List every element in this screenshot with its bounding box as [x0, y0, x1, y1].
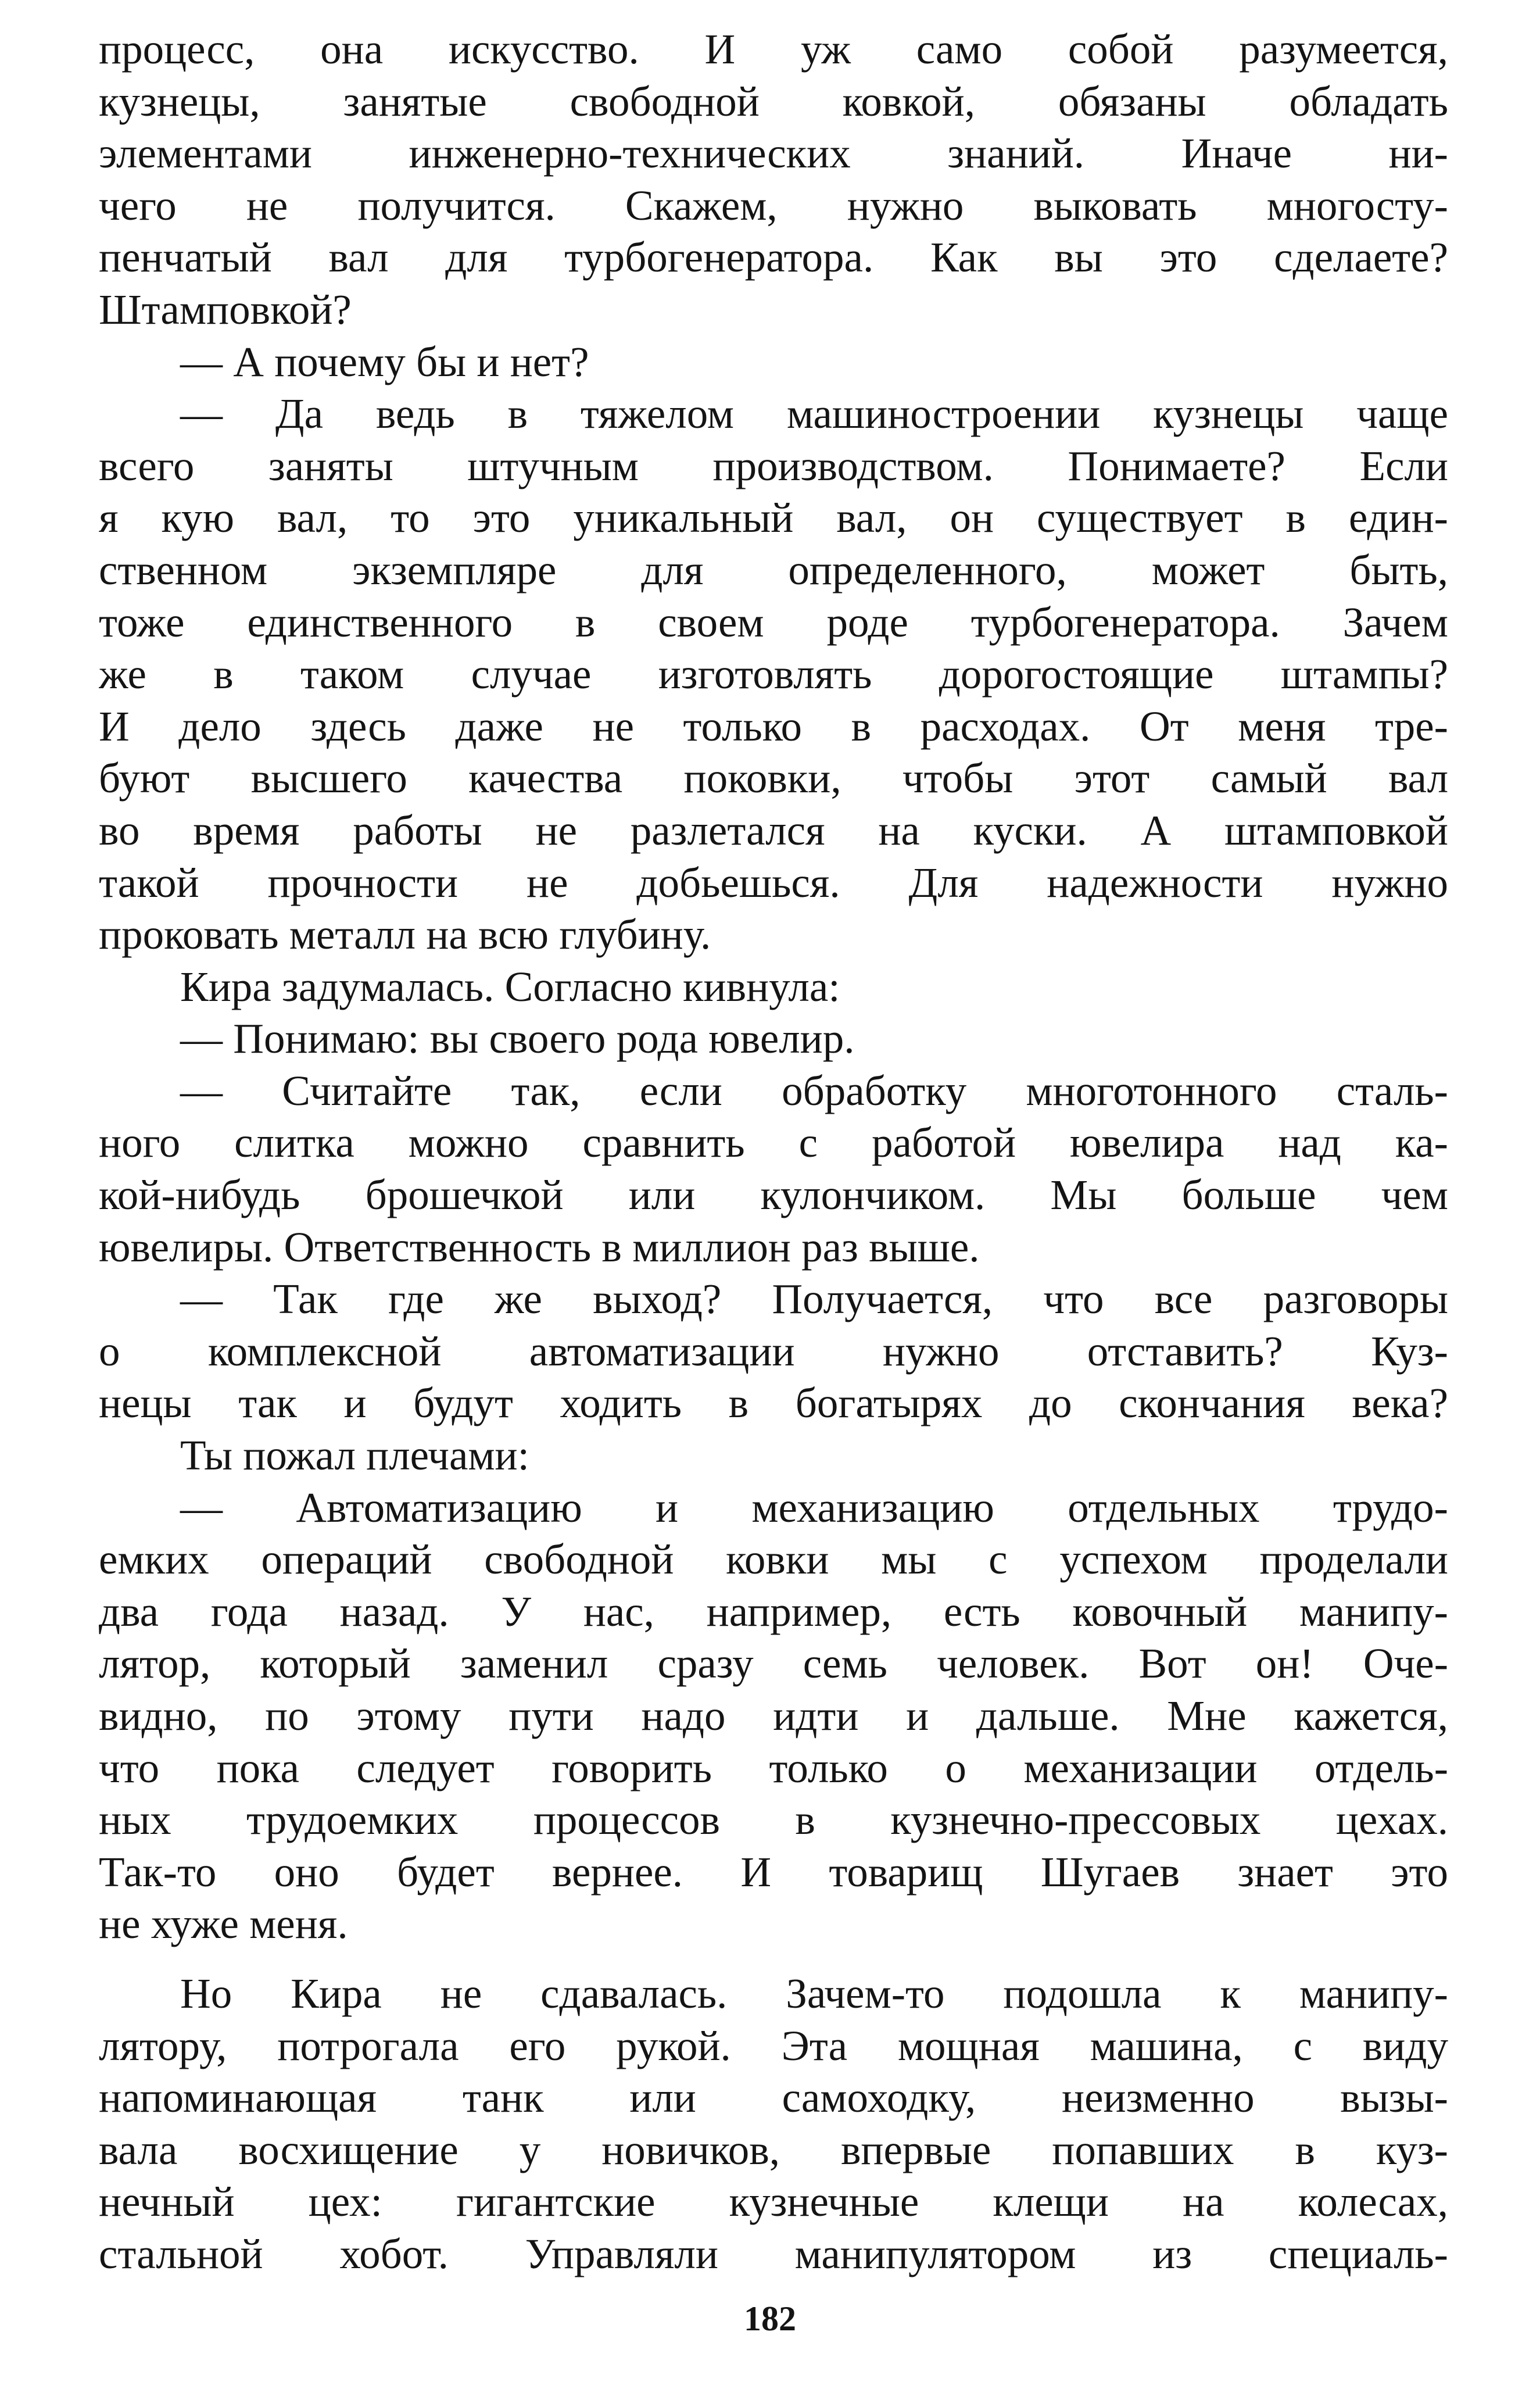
text-block [99, 23, 1448, 2280]
text-line: два года назад. У нас, например, есть ковочный манипу- [99, 1587, 1448, 1635]
text-line: ственном экземпляре для определенного, может быть, [99, 546, 1448, 593]
text-line: ных трудоемких процессов в кузнечно-прессовых цехах. [99, 1796, 1448, 1844]
page-number: 182 [744, 2300, 796, 2338]
text-line: — Считайте так, если обработку многотонного сталь- [180, 1067, 1448, 1114]
text-line: вала восхищение у новичков, впервые попавших в куз- [99, 2126, 1448, 2173]
text-line: нецы так и будут ходить в богатырях до скончания века? [99, 1379, 1448, 1427]
text-line: видно, по этому пути надо идти и дальше. Мне кажется, [99, 1692, 1448, 1739]
text-line: — А почему бы и нет? [180, 338, 589, 385]
text-line: во время работы не разлетался на куски. А штамповкой [99, 806, 1448, 854]
text-line: — Да ведь в тяжелом машиностроении кузнецы чаще [180, 390, 1448, 438]
text-line: что пока следует говорить только о механизации отдель- [99, 1744, 1448, 1791]
text-line: Так-то оно будет вернее. И товарищ Шугаев знает это [99, 1848, 1448, 1896]
text-line: — Автоматизацию и механизацию отдельных трудо- [180, 1483, 1448, 1531]
text-line: буют высшего качества поковки, чтобы этот самый вал [99, 754, 1448, 802]
text-line: лятору, потрогала его рукой. Эта мощная машина, с виду [99, 2022, 1448, 2069]
text-line: процесс, она искусство. И уж само собой разумеется, [99, 26, 1448, 73]
text-line: напоминающая танк или самоходку, неизменно вызы- [99, 2074, 1448, 2122]
text-line: тоже единственного в своем роде турбогенератора. Зачем [99, 598, 1448, 646]
text-line: кой-нибудь брошечкой или кулончиком. Мы больше чем [99, 1171, 1448, 1219]
text-line: всего заняты штучным производством. Понимаете? Если [99, 442, 1448, 489]
text-line: лятор, который заменил сразу семь человек. Вот он! Оче- [99, 1640, 1448, 1687]
text-line: не хуже меня. [99, 1900, 348, 1948]
text-line: — Понимаю: вы своего рода ювелир. [180, 1015, 855, 1063]
text-line: же в таком случае изготовлять дорогостоящие штампы? [99, 650, 1448, 698]
paragraph-gap [99, 1950, 1448, 1968]
text-line: чего не получится. Скажем, нужно выковать многосту- [99, 181, 1448, 229]
text-line: элементами инженерно-технических знаний. Иначе ни- [99, 130, 1448, 177]
text-line: емких операций свободной ковки мы с успехом проделали [99, 1536, 1448, 1583]
text-line: Ты пожал плечами: [180, 1432, 529, 1479]
text-line: ного слитка можно сравнить с работой ювелира над ка- [99, 1119, 1448, 1167]
text-line: проковать металл на всю глубину. [99, 911, 711, 959]
text-line: нечный цех: гигантские кузнечные клещи на колесах, [99, 2178, 1448, 2226]
text-line: И дело здесь даже не только в расходах. От меня тре- [99, 702, 1448, 750]
text-line: такой прочности не добьешься. Для надежности нужно [99, 859, 1448, 906]
text-line: Кира задумалась. Согласно кивнула: [180, 963, 840, 1010]
text-line: Штамповкой? [99, 285, 352, 333]
text-line: — Так где же выход? Получается, что все разговоры [180, 1275, 1448, 1323]
text-line: ювелиры. Ответственность в миллион раз выше. [99, 1223, 980, 1271]
text-line: Но Кира не сдавалась. Зачем-то подошла к манипу- [180, 1969, 1448, 2017]
text-line: кузнецы, занятые свободной ковкой, обязаны обладать [99, 77, 1448, 125]
text-line: о комплексной автоматизации нужно отставить? Куз- [99, 1327, 1448, 1375]
text-line: я кую вал, то это уникальный вал, он существует в един- [99, 494, 1448, 542]
text-line: пенчатый вал для турбогенератора. Как вы это сделаете? [99, 234, 1448, 281]
text-line: стальной хобот. Управляли манипулятором из специаль- [99, 2230, 1448, 2277]
